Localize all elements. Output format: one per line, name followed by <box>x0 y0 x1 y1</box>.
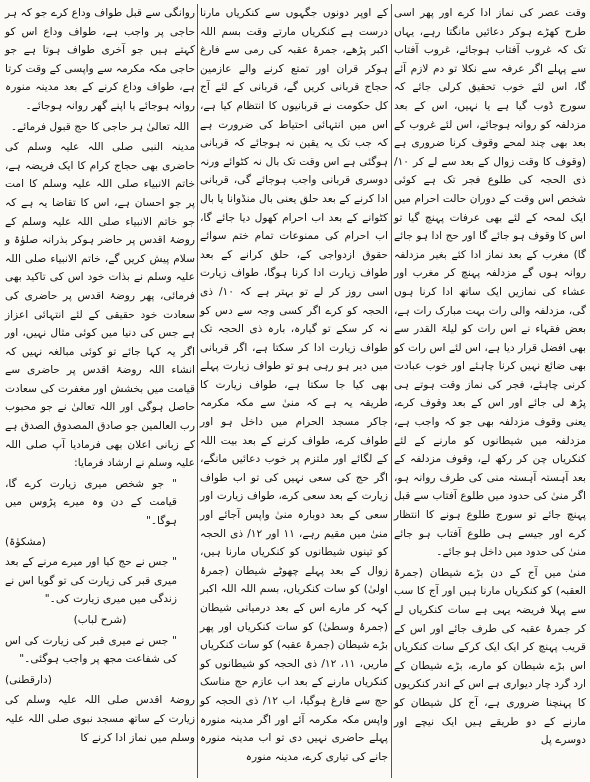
hadith-reference-2: (شرح لباب) <box>73 614 127 626</box>
left-paragraph-2: مدینہ النبی صلی اللہ علیہ وسلم کی حاضری بھی حجاج کرام کا ایک فریضہ ہے، خاتم الانبیاء صلی اللہ علیہ وسلم کا امت پر جو احسان ہے، اس کا تقاضا یہ ہے کہ جو خاتم الانبیاء صلی اللہ علیہ وسلم کے روضۂ اقدس پر حاضر ہوکر بذرانہ صلوٰۃ و سلام پیش کریں گے، خاتم الانبیاء صلی اللہ علیہ وسلم نے بذات خود اس کی تاکید بھی فرمائی، پھر روضۂ اقدس پر حاضری کی سعادت خود حقیقی کے لئے انتہائی اعزاز ہے جس کی دنیا میں کوئی مثال نہیں، اور اگر یہ کہا جائے تو کوئی مبالغہ نہیں کہ انشاء اللہ روضۂ اقدس پر حاضری سے قیامت میں بخشش اور مغفرت کی سعادت حاصل ہوگی اور اللہ تعالیٰ نے جو محبوب رب العالمین جو صادق المصدوق الصدق ہے کے زبانی اعلان بھی فرمادیا آپ صلی اللہ علیہ وسلم نے ارشاد فرمایا: <box>5 141 195 470</box>
middle-paragraph-1: کے اوپر دونوں جگہوں سے کنکریاں مارنا درست ہے کنکریاں مارتے وقت بسم اللہ اکبر پڑھے، جمرۃ عقبہ کی رمی سے فارغ ہوکر قران اور تمتع کرنے والے عازمین حجاج قربانی کریں گے، قربانی کے لئے آج کل حکومت نے قربانیوں کا انتظام کیا ہے، اس میں انتہائی احتیاط کی ضرورت ہے کہ جب تک یہ یقین نہ ہوجائے کہ قربانی ہوگئی ہے اس وقت تک بال نہ کٹوائے ورنہ دوسری قربانی واجب ہوجائے گی، قربانی ادا کرنے کے بعد حلق یعنی بال منڈوانا یا بال کٹوانے کے بعد اب احرام کھول دیا جائے گا، اب احرام کی ممنوعات تمام ختم سوائے حقوق ازدواجی کے، حلق کرانے کے بعد طواف زیارت ادا کرنا ہوگا، طواف زیارت اسی روز کر لے تو بہتر ہے کہ ۱۰/ ذی الحجہ کو کرے اگر کسی وجہ سے دس کو نہ کر سکے تو گیارہ، بارہ ذی الحجہ تک طواف زیارت ادا کر سکتا ہے، اگر قربانی میں دیر ہو رہی ہو تو طواف زیارت پہلے بھی کیا جا سکتا ہے، طواف زیارت کا طریقہ یہ ہے کہ منیٰ سے مکہ مکرمہ جاکر مسجد الحرام میں داخل ہو اور طواف کرے، طواف کرنے کے بعد بیت اللہ کے لگائے اور ملتزم پر خوب دعائیں مانگے، اگر حج کی سعی نہیں کی تو اب طواف زیارت کے بعد سعی کرے، طواف زیارت اور سعی کے بعد دوبارہ منیٰ واپس آجائے اور منیٰ میں مقیم رہے، ۱۱ اور ۱۲/ ذی الحجہ کو تینوں شیطانوں کو کنکریاں مارنا ہیں، زوال کے بعد پہلے چھوٹے شیطان (جمرۂ اولیٰ) کو سات کنکریاں، بسم اللہ اللہ اکبر کہہ کر مارے اس کے بعد درمیانی شیطان (جمرۂ وسطیٰ) کو سات کنکریاں اور پھر بڑے شیطان (جمرۂ عقبہ) کو سات کنکریاں ماریں، ۱۱، ۱۲/ ذی الحجہ کو شیطانوں کو کنکریاں مارنے کے بعد اب عازم حج مناسک حج سے فارغ ہوگیا، اب ۱۲/ ذی الحجہ کو واپس مکہ مکرمہ آئے اور اگر مدینہ منورہ پہلے حاضری نہیں دی تو اب مدینہ منورہ جانے کی تیاری کرے، مدینہ منورہ <box>200 7 388 763</box>
left-paragraph-1: روانگی سے قبل طواف وداع کرے جو کہ ہر حاجی پر واجب ہے، طواف وداع اس کو کہتے ہیں جو آخری طواف ہوتا ہے جو حاجی مکہ مکرمہ سے واپسی کے وقت کرتا ہے، طواف وداع کرنے کے بعد مدینہ منورہ روانہ ہوجائے یا اپنے گھر روانہ ہوجائے۔ <box>5 7 195 112</box>
hadith-quote-1: " جو شخص میری زیارت کرے گا، قیامت کے دن وہ میرے پڑوس میں ہوگا۔" <box>5 477 177 528</box>
hadith-quote-2: " جس نے حج کیا اور میرے مرنے کے بعد میری قبر کی زیارت کی تو گویا اس نے زندگی میں میری زیارت کی۔" <box>5 556 177 606</box>
left-paragraph-3: روضۂ اقدس صلی اللہ علیہ وسلم کی زیارت کے ساتھ مسجد نبوی صلی اللہ علیہ وسلم میں نماز ادا کرنے کا <box>5 694 195 744</box>
prayer-line: اللہ تعالیٰ ہر حاجی کا حج قبول فرمائے۔ <box>10 120 190 133</box>
middle-column <box>200 4 388 766</box>
right-column <box>394 4 586 750</box>
right-paragraph-2: منیٰ میں آج کے دن بڑے شیطان (جمرۃ العقبہ) کو کنکریاں مارنا ہیں اور آج کا سب سے پہلا فریضہ یہی ہے سات کنکریاں لے کر جمرۂ عقبہ کی طرف جائے اور اس کے قریب پہنچ کر ایک ایک کرکے سات کنکریاں اس بڑے شیطان کو مارے، بڑے شیطان کے ارد گرد چار دیواری ہے اس کے اندر کنکریوں کا پہنچنا ضروری ہے، آج کل شیطان کو مارنے کے دو طریقے ہیں ایک نیچے اور دوسرے پل <box>394 566 586 747</box>
hadith-quote-3: " جس نے میری قبر کی زیارت کی اس کی شفاعت مجھ پر واجب ہوگئی۔" <box>5 634 177 666</box>
hadith-reference-3: (دارقطنی) <box>5 673 52 686</box>
right-paragraph-1: وقت عصر کی نماز ادا کرے اور پھر اسی طرح کھڑے ہوکر دعائیں مانگتا رہے، یہاں تک کہ غروب آفتاب ہوجائے، غروب آفتاب سے پہلے اگر عرفہ سے نکلا تو دم لازم آئے گا، اس لئے خوب تحقیق کرلی جائے کہ سورج ڈوب گیا ہے یا نہیں، اس کے بعد مزدلفہ کو روانہ ہوجائے، اس لئے غروب کے بعد بھی چند لمحے وقوف کرنا ضروری ہے (وقوف کا وقت زوال کے بعد سے لے کر ۱۰/ ذی الحجہ کی طلوع فجر تک ہے کوئی شخص اس وقت کے دوران حالت احرام میں ایک لمحہ کے لئے بھی عرفات پہنچ گیا تو اس کا وقوف ہو جائے گا اور حج ادا ہو جائے گا) مغرب کے بعد نماز ادا کئے بغیر مزدلفہ روانہ ہوں گے مزدلفہ پہنچ کر مغرب اور عشاء کی نمازیں ایک ساتھ ادا کرنا ہوں گی، مزدلفہ والی رات بہت مبارک رات ہے، بعض فقہاء نے اس رات کو لیلۃ القدر سے بھی افضل قرار دیا ہے، اس لئے اس رات کو بھی ضائع نہیں کرنا چاہئے اور خوب عبادت کرنی چاہئے، فجر کی نماز وقت ہوتے ہی پڑھ لی جائے اور اس کے بعد وقوف کرے، یعنی وقوف مزدلفہ بھی جو کہ واجب ہے، مزدلفہ میں شیطانوں کو مارنے کے لئے کنکریاں چن کر رکھ لے، وقوف مزدلفہ کے بعد آہستہ آہستہ منی کی طرف روانہ ہو، اگر منیٰ کی حدود میں طلوع آفتاب سے قبل پہنچ جائے تو سورج طلوع ہونے کا انتظار کرے اور جیسے ہی طلوع آفتاب ہو جائے منیٰ کی حدود میں داخل ہو جائے۔ <box>394 7 586 559</box>
left-column <box>5 4 195 747</box>
hadith-reference-1: (مشکوٰۃ) <box>5 535 46 548</box>
column-divider-right <box>391 4 392 778</box>
column-divider-left <box>197 4 198 778</box>
